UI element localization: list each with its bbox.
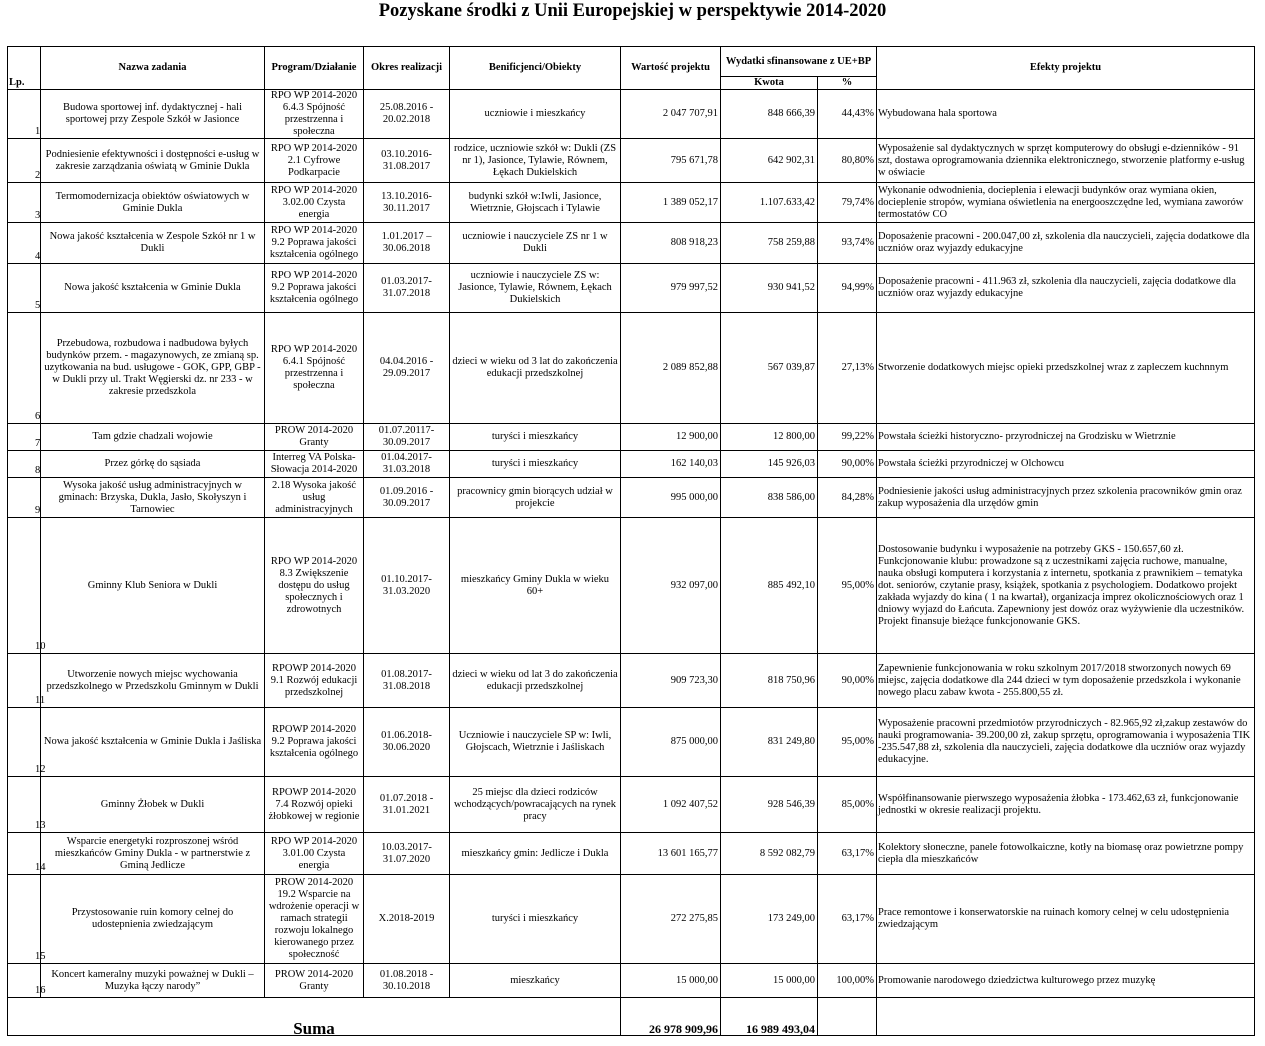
header-period: Okres realizacji <box>364 47 450 90</box>
period-cell: 01.08.2017-31.08.2018 <box>364 654 450 708</box>
beneficiaries-cell: rodzice, uczniowie szkół w: Dukli (ZS nr 1), Jasionce, Tylawie, Równem, Łękach Dukielskich <box>450 139 621 183</box>
program-cell: PROW 2014-2020 Granty <box>265 964 364 998</box>
row-number: 5 <box>8 264 41 313</box>
table-row <box>8 478 1255 518</box>
header-lp: Lp. <box>8 47 41 90</box>
period-cell: 03.10.2016-31.08.2017 <box>364 139 450 183</box>
table-row <box>8 451 1255 478</box>
project-value-cell: 979 997,52 <box>621 264 721 313</box>
sum-project-value: 26 978 909,96 <box>621 998 721 1036</box>
program-cell: RPO WP 2014-2020 3.02.00 Czysta energia <box>265 183 364 223</box>
row-number: 8 <box>8 451 41 478</box>
funded-amount-cell: 758 259,88 <box>721 223 818 264</box>
task-name-cell: Wsparcie energetyki rozproszonej wśród mieszkańców Gminy Dukla - w partnerstwie z Gminą Jedlicze <box>41 833 265 875</box>
row-number: 14 <box>8 833 41 875</box>
project-effects-cell: Podniesienie jakości usług administracyjnych przez szkolenia pracowników gmin oraz zakup wyposażenia dla urzędów gmin <box>877 478 1255 518</box>
funded-amount-cell: 12 800,00 <box>721 424 818 451</box>
funded-percent-cell: 79,74% <box>818 183 877 223</box>
row-number: 9 <box>8 478 41 518</box>
table-row <box>8 90 1255 139</box>
funded-amount-cell: 818 750,96 <box>721 654 818 708</box>
funded-amount-cell: 173 249,00 <box>721 875 818 964</box>
funded-percent-cell: 95,00% <box>818 518 877 654</box>
funded-percent-cell: 84,28% <box>818 478 877 518</box>
header-amount: Kwota <box>721 77 818 90</box>
header-name: Nazwa zadania <box>41 47 265 90</box>
project-effects-cell: Kolektory słoneczne, panele fotowolkaiczne, kotły na biomasę oraz powietrzne pompy ciepła dla mieszkańców <box>877 833 1255 875</box>
funded-percent-cell: 99,22% <box>818 424 877 451</box>
period-cell: 01.06.2018-30.06.2020 <box>364 708 450 777</box>
period-cell: 1.01.2017 – 30.06.2018 <box>364 223 450 264</box>
header-value: Wartość projektu <box>621 47 721 90</box>
table-row <box>8 313 1255 424</box>
table-row <box>8 264 1255 313</box>
program-cell: 2.18 Wysoka jakość usług administracyjnych <box>265 478 364 518</box>
table-row <box>8 654 1255 708</box>
row-number: 3 <box>8 183 41 223</box>
program-cell: RPOWP 2014-2020 7.4 Rozwój opieki żłobkowej w regionie <box>265 777 364 833</box>
project-value-cell: 1 092 407,52 <box>621 777 721 833</box>
funded-amount-cell: 15 000,00 <box>721 964 818 998</box>
task-name-cell: Gminny Klub Seniora w Dukli <box>41 518 265 654</box>
row-number: 1 <box>8 90 41 139</box>
table-row <box>8 708 1255 777</box>
project-value-cell: 795 671,78 <box>621 139 721 183</box>
period-cell: 01.09.2016 - 30.09.2017 <box>364 478 450 518</box>
project-effects-cell: Dostosowanie budynku i wyposażenie na potrzeby GKS - 150.657,60 zł. Funkcjonowanie klubu: prowadzone są z uczestnikami zajęcia ruchowe, manualne, nauka obsługi komputera i korzystania z internetu, spotkania z prawnikiem – tematyka dot. seniorów, czytanie prasy, książek, spotkania z psychologiem. Dodatkowo projekt zakłada wyjazdy do kina ( 1 na kwartał), organizacja imprez okolicznościowych oraz 1 dniowy wyjazd do Łańcuta. Zapewniony jest dowóz oraz wyżywienie dla uczestników. Projekt finansuje bieżące funkcjonowanie GKS. <box>877 518 1255 654</box>
table-row <box>8 518 1255 654</box>
period-cell: 01.03.2017-31.07.2018 <box>364 264 450 313</box>
header-beneficiaries: Benificjenci/Obiekty <box>450 47 621 90</box>
beneficiaries-cell: turyści i mieszkańcy <box>450 875 621 964</box>
beneficiaries-cell: mieszkańcy Gminy Dukla w wieku 60+ <box>450 518 621 654</box>
period-cell: 01.04.2017-31.03.2018 <box>364 451 450 478</box>
period-cell: 01.07.20117-30.09.2017 <box>364 424 450 451</box>
row-number: 10 <box>8 518 41 654</box>
funded-amount-cell: 1.107.633,42 <box>721 183 818 223</box>
period-cell: 01.08.2018 - 30.10.2018 <box>364 964 450 998</box>
beneficiaries-cell: mieszkańcy <box>450 964 621 998</box>
program-cell: RPO WP 2014-2020 8.3 Zwiększenie dostępu do usług społecznych i zdrowotnych <box>265 518 364 654</box>
table-row <box>8 424 1255 451</box>
program-cell: RPO WP 2014-2020 6.4.3 Spójność przestrzenna i społeczna <box>265 90 364 139</box>
task-name-cell: Przez górkę do sąsiada <box>41 451 265 478</box>
task-name-cell: Nowa jakość kształcenia w Gminie Dukla <box>41 264 265 313</box>
table-row <box>8 183 1255 223</box>
funded-percent-cell: 63,17% <box>818 875 877 964</box>
project-value-cell: 995 000,00 <box>621 478 721 518</box>
period-cell: 01.07.2018 - 31.01.2021 <box>364 777 450 833</box>
task-name-cell: Nowa jakość kształcenia w Zespole Szkół nr 1 w Dukli <box>41 223 265 264</box>
task-name-cell: Koncert kameralny muzyki poważnej w Dukli – Muzyka łączy narody” <box>41 964 265 998</box>
beneficiaries-cell: mieszkańcy gmin: Jedlicze i Dukla <box>450 833 621 875</box>
project-effects-cell: Doposażenie pracowni - 411.963 zł, szkolenia dla nauczycieli, zajęcia dodatkowe dla uczniów oraz wyjazdy edukacyjne <box>877 264 1255 313</box>
program-cell: RPO WP 2014-2020 9.2 Poprawa jakości kształcenia ogólnego <box>265 264 364 313</box>
beneficiaries-cell: pracownicy gmin biorących udział w projekcie <box>450 478 621 518</box>
header-percent: % <box>818 77 877 90</box>
project-effects-cell: Promowanie narodowego dziedzictwa kulturowego przez muzykę <box>877 964 1255 998</box>
row-number: 15 <box>8 875 41 964</box>
table-row <box>8 777 1255 833</box>
beneficiaries-cell: uczniowie i mieszkańcy <box>450 90 621 139</box>
eu-funds-table <box>7 46 1255 1036</box>
project-effects-cell: Powstała ścieżki przyrodniczej w Olchowcu <box>877 451 1255 478</box>
program-cell: RPO WP 2014-2020 6.4.1 Spójność przestrzenna i społeczna <box>265 313 364 424</box>
sum-effects-empty <box>877 998 1255 1036</box>
task-name-cell: Tam gdzie chadzali wojowie <box>41 424 265 451</box>
funded-percent-cell: 63,17% <box>818 833 877 875</box>
project-value-cell: 808 918,23 <box>621 223 721 264</box>
project-effects-cell: Stworzenie dodatkowych miejsc opieki przedszkolnej wraz z zapleczem kuchnnym <box>877 313 1255 424</box>
program-cell: PROW 2014-2020 19.2 Wsparcie na wdrożenie operacji w ramach strategii rozwoju lokalnego kierowanego przez społeczność <box>265 875 364 964</box>
funded-amount-cell: 567 039,87 <box>721 313 818 424</box>
funded-percent-cell: 93,74% <box>818 223 877 264</box>
beneficiaries-cell: dzieci w wieku od 3 lat do zakończenia edukacji przedszkolnej <box>450 313 621 424</box>
period-cell: X.2018-2019 <box>364 875 450 964</box>
task-name-cell: Wysoka jakość usług administracyjnych w gminach: Brzyska, Dukla, Jasło, Skołyszyn i Tarnowiec <box>41 478 265 518</box>
row-number: 7 <box>8 424 41 451</box>
header-expenses: Wydatki sfinansowane z UE+BP <box>721 47 877 77</box>
beneficiaries-cell: Uczniowie i nauczyciele SP w: Iwli, Głojscach, Wietrznie i Jaśliskach <box>450 708 621 777</box>
funded-percent-cell: 85,00% <box>818 777 877 833</box>
beneficiaries-cell: turyści i mieszkańcy <box>450 451 621 478</box>
funded-amount-cell: 838 586,00 <box>721 478 818 518</box>
program-cell: RPO WP 2014-2020 2.1 Cyfrowe Podkarpacie <box>265 139 364 183</box>
task-name-cell: Termomodernizacja obiektów oświatowych w Gminie Dukla <box>41 183 265 223</box>
funded-percent-cell: 44,43% <box>818 90 877 139</box>
sum-percent-empty <box>818 998 877 1036</box>
beneficiaries-cell: 25 miejsc dla dzieci rodziców wchodzących/powracających na rynek pracy <box>450 777 621 833</box>
project-value-cell: 272 275,85 <box>621 875 721 964</box>
project-effects-cell: Wyposażenie sal dydaktycznych w sprzęt komputerowy do obsługi e-dzienników - 91 szt, dostawa oprogramowania dziennika elektronicznego, stworzenie platformy e-usług w oświacie <box>877 139 1255 183</box>
beneficiaries-cell: dzieci w wieku od lat 3 do zakończenia edukacji przedszkolnej <box>450 654 621 708</box>
program-cell: RPOWP 2014-2020 9.2 Poprawa jakości kształcenia ogólnego <box>265 708 364 777</box>
table-row <box>8 139 1255 183</box>
funded-amount-cell: 928 546,39 <box>721 777 818 833</box>
project-value-cell: 2 047 707,91 <box>621 90 721 139</box>
sum-row <box>8 998 1255 1036</box>
project-effects-cell: Doposażenie pracowni - 200.047,00 zł, szkolenia dla nauczycieli, zajęcia dodatkowe dla uczniów oraz wyjazdy edukacyjne <box>877 223 1255 264</box>
program-cell: RPO WP 2014-2020 3.01.00 Czysta energia <box>265 833 364 875</box>
sum-funded-amount: 16 989 493,04 <box>721 998 818 1036</box>
project-value-cell: 13 601 165,77 <box>621 833 721 875</box>
project-value-cell: 909 723,30 <box>621 654 721 708</box>
period-cell: 25.08.2016 - 20.02.2018 <box>364 90 450 139</box>
period-cell: 10.03.2017-31.07.2020 <box>364 833 450 875</box>
project-value-cell: 875 000,00 <box>621 708 721 777</box>
header-program: Program/Działanie <box>265 47 364 90</box>
row-number: 2 <box>8 139 41 183</box>
row-number: 13 <box>8 777 41 833</box>
task-name-cell: Utworzenie nowych miejsc wychowania przedszkolnego w Przedszkolu Gminnym w Dukli <box>41 654 265 708</box>
row-number: 4 <box>8 223 41 264</box>
funded-percent-cell: 90,00% <box>818 451 877 478</box>
funded-percent-cell: 90,00% <box>818 654 877 708</box>
header-effects: Efekty projektu <box>877 47 1255 90</box>
task-name-cell: Przebudowa, rozbudowa i nadbudowa byłych budynków przem. - magazynowych, ze zmianą sp. uzytkowania na bud. usługowe - GOK, GPP, GBP - w Dukli przy ul. Trakt Węgierski dz. nr 233 - w zakresie przedszkola <box>41 313 265 424</box>
table-row <box>8 223 1255 264</box>
funded-percent-cell: 94,99% <box>818 264 877 313</box>
beneficiaries-cell: budynki szkół w:Iwli, Jasionce, Wietrznie, Głojscach i Tylawie <box>450 183 621 223</box>
task-name-cell: Przystosowanie ruin komory celnej do udostepnienia zwiedzającym <box>41 875 265 964</box>
document-title: Pozyskane środki z Unii Europejskiej w perspektywie 2014-2020 <box>378 1 887 21</box>
beneficiaries-cell: uczniowie i nauczyciele ZS nr 1 w Dukli <box>450 223 621 264</box>
project-value-cell: 12 900,00 <box>621 424 721 451</box>
task-name-cell: Gminny Żłobek w Dukli <box>41 777 265 833</box>
program-cell: RPO WP 2014-2020 9.2 Poprawa jakości kształcenia ogólnego <box>265 223 364 264</box>
task-name-cell: Nowa jakość kształcenia w Gminie Dukla i Jaśliska <box>41 708 265 777</box>
funded-amount-cell: 831 249,80 <box>721 708 818 777</box>
table-body <box>8 90 1255 1036</box>
period-cell: 04.04.2016 - 29.09.2017 <box>364 313 450 424</box>
funded-amount-cell: 930 941,52 <box>721 264 818 313</box>
funded-amount-cell: 885 492,10 <box>721 518 818 654</box>
project-effects-cell: Wykonanie odwodnienia, docieplenia i elewacji budynków oraz wymiana okien, docieplenie stropów, wymiana oświetlenia na energooszczędne led, wymiana zaworów termostatów CO <box>877 183 1255 223</box>
funded-percent-cell: 27,13% <box>818 313 877 424</box>
row-number: 12 <box>8 708 41 777</box>
table-row <box>8 875 1255 964</box>
task-name-cell: Podniesienie efektywności i dostępności e-usług w zakresie zarządzania oświatą w Gminie Dukla <box>41 139 265 183</box>
program-cell: Interreg VA Polska-Słowacja 2014-2020 <box>265 451 364 478</box>
project-effects-cell: Wybudowana hala sportowa <box>877 90 1255 139</box>
project-effects-cell: Wyposażenie pracowni przedmiotów przyrodniczych - 82.965,92 zł,zakup zestawów do nauki programowania- 39.200,00 zł, zakup sprzętu, oprogramowania i wyposażenia TIK -235.547,88 zł, szkolenia dla nauczycieli, zajęcia dodatkowe dla uczniów oraz wyjazdy edukacyjne. <box>877 708 1255 777</box>
funded-percent-cell: 95,00% <box>818 708 877 777</box>
project-value-cell: 162 140,03 <box>621 451 721 478</box>
task-name-cell: Budowa sportowej inf. dydaktycznej - hali sportowej przy Zespole Szkół w Jasionce <box>41 90 265 139</box>
funded-amount-cell: 145 926,03 <box>721 451 818 478</box>
project-value-cell: 1 389 052,17 <box>621 183 721 223</box>
table-row <box>8 833 1255 875</box>
row-number: 11 <box>8 654 41 708</box>
row-number: 16 <box>8 964 41 998</box>
project-value-cell: 2 089 852,88 <box>621 313 721 424</box>
project-effects-cell: Współfinansowanie pierwszego wyposażenia żłobka - 173.462,63 zł, funkcjonowanie jednostki w okresie realizacji projektu. <box>877 777 1255 833</box>
funded-percent-cell: 80,80% <box>818 139 877 183</box>
project-value-cell: 932 097,00 <box>621 518 721 654</box>
project-effects-cell: Zapewnienie funkcjonowania w roku szkolnym 2017/2018 stworzonych nowych 69 miejsc, zajęcia dodatkowe dla 244 dzieci w tym doposażenie przedszkola i wykonanie nowego placu zabaw kwota - 255.800,55 zł. <box>877 654 1255 708</box>
project-value-cell: 15 000,00 <box>621 964 721 998</box>
funded-amount-cell: 848 666,39 <box>721 90 818 139</box>
sum-label: Suma <box>8 998 621 1036</box>
program-cell: RPOWP 2014-2020 9.1 Rozwój edukacji przedszkolnej <box>265 654 364 708</box>
project-effects-cell: Powstała ścieżki historyczno- przyrodniczej na Grodzisku w Wietrznie <box>877 424 1255 451</box>
period-cell: 13.10.2016-30.11.2017 <box>364 183 450 223</box>
period-cell: 01.10.2017-31.03.2020 <box>364 518 450 654</box>
beneficiaries-cell: turyści i mieszkańcy <box>450 424 621 451</box>
table-row <box>8 964 1255 998</box>
program-cell: PROW 2014-2020 Granty <box>265 424 364 451</box>
project-effects-cell: Prace remontowe i konserwatorskie na ruinach komory celnej w celu udostępnienia zwiedzającym <box>877 875 1255 964</box>
beneficiaries-cell: uczniowie i nauczyciele ZS w: Jasionce, Tylawie, Równem, Łękach Dukielskich <box>450 264 621 313</box>
row-number: 6 <box>8 313 41 424</box>
funded-percent-cell: 100,00% <box>818 964 877 998</box>
funded-amount-cell: 642 902,31 <box>721 139 818 183</box>
funded-amount-cell: 8 592 082,79 <box>721 833 818 875</box>
